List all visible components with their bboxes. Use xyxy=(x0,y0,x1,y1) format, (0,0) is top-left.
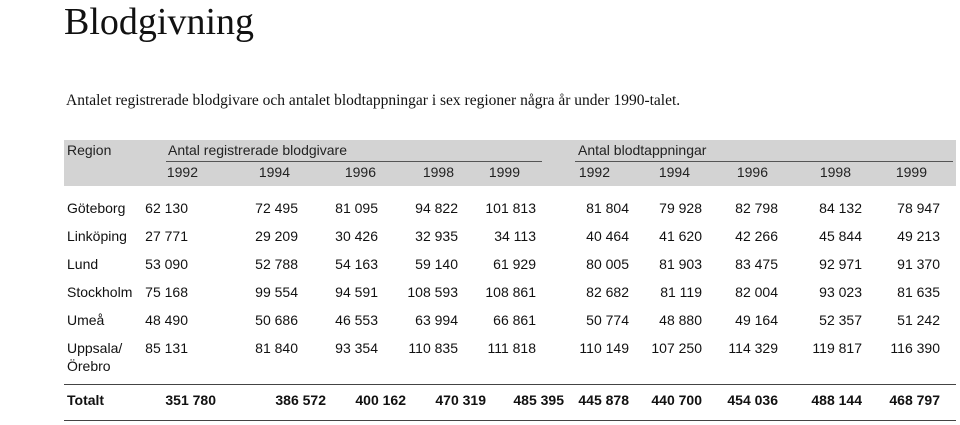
donor-cell: 108 861 xyxy=(485,284,536,300)
region-label-line2: Örebro xyxy=(67,358,111,374)
region-header: Region xyxy=(67,142,112,158)
tapping-cell: 82 798 xyxy=(735,200,778,216)
donor-cell: 32 935 xyxy=(415,228,458,244)
donor-cell: 93 354 xyxy=(335,340,378,356)
region-label: Uppsala/ xyxy=(67,340,123,356)
tapping-cell: 107 250 xyxy=(651,340,702,356)
donor-cell: 50 686 xyxy=(255,312,298,328)
donor-cell: 111 818 xyxy=(487,340,536,356)
total-donor-cell: 470 319 xyxy=(435,392,486,408)
total-donor-cell: 386 572 xyxy=(275,392,326,408)
tappings-group-header: Antal blodtappningar xyxy=(578,142,707,158)
tapping-cell: 119 817 xyxy=(812,340,862,356)
donor-cell: 48 490 xyxy=(145,312,188,328)
total-donor-cell: 400 162 xyxy=(355,392,406,408)
year-header-tappings: 1994 xyxy=(658,164,690,180)
donor-cell: 46 553 xyxy=(335,312,378,328)
donor-cell: 30 426 xyxy=(335,228,378,244)
donor-cell: 34 113 xyxy=(494,228,536,244)
donor-cell: 52 788 xyxy=(255,256,298,272)
tappings-group-rule xyxy=(575,161,953,162)
total-tapping-cell: 445 878 xyxy=(578,392,629,408)
year-header-donors: 1996 xyxy=(344,164,376,180)
donors-group-rule xyxy=(166,161,542,162)
total-bottom-rule xyxy=(64,420,956,421)
donor-cell: 29 209 xyxy=(255,228,298,244)
donor-cell: 85 131 xyxy=(145,340,188,356)
tapping-cell: 81 903 xyxy=(659,256,702,272)
donor-cell: 94 822 xyxy=(415,200,458,216)
region-label: Linköping xyxy=(67,228,127,244)
donor-cell: 59 140 xyxy=(415,256,458,272)
tapping-cell: 45 844 xyxy=(819,228,862,244)
tapping-cell: 82 004 xyxy=(735,284,778,300)
tapping-cell: 52 357 xyxy=(819,312,862,328)
total-tapping-cell: 488 144 xyxy=(811,392,862,408)
donor-cell: 63 994 xyxy=(415,312,458,328)
tapping-cell: 83 475 xyxy=(735,256,778,272)
total-top-rule xyxy=(64,384,956,385)
tapping-cell: 51 242 xyxy=(897,312,940,328)
tapping-cell: 84 132 xyxy=(819,200,862,216)
donor-cell: 62 130 xyxy=(145,200,188,216)
donor-cell: 72 495 xyxy=(255,200,298,216)
region-label: Umeå xyxy=(67,312,105,328)
tapping-cell: 93 023 xyxy=(819,284,862,300)
donor-cell: 54 163 xyxy=(335,256,378,272)
donor-cell: 75 168 xyxy=(145,284,188,300)
tapping-cell: 110 149 xyxy=(579,340,629,356)
donor-cell: 61 929 xyxy=(493,256,536,272)
total-donor-cell: 485 395 xyxy=(513,392,564,408)
donor-cell: 110 835 xyxy=(408,340,458,356)
donor-cell: 27 771 xyxy=(145,228,188,244)
tapping-cell: 49 213 xyxy=(897,228,940,244)
year-header-tappings: 1999 xyxy=(895,164,927,180)
donors-group-header: Antal registrerade blodgivare xyxy=(168,142,347,158)
tapping-cell: 114 329 xyxy=(728,340,778,356)
donor-cell: 81 840 xyxy=(255,340,298,356)
tapping-cell: 91 370 xyxy=(897,256,940,272)
tapping-cell: 42 266 xyxy=(735,228,778,244)
year-header-tappings: 1992 xyxy=(578,164,610,180)
tapping-cell: 40 464 xyxy=(586,228,629,244)
total-label: Totalt xyxy=(67,392,105,408)
total-donor-cell: 351 780 xyxy=(165,392,216,408)
tapping-cell: 81 804 xyxy=(586,200,629,216)
tapping-cell: 79 928 xyxy=(659,200,702,216)
tapping-cell: 92 971 xyxy=(819,256,862,272)
total-tapping-cell: 468 797 xyxy=(889,392,940,408)
region-label: Stockholm xyxy=(67,284,133,300)
tapping-cell: 78 947 xyxy=(897,200,940,216)
year-header-tappings: 1996 xyxy=(736,164,768,180)
region-label: Göteborg xyxy=(67,200,126,216)
total-tapping-cell: 454 036 xyxy=(727,392,778,408)
year-header-donors: 1999 xyxy=(488,164,520,180)
donor-cell: 66 861 xyxy=(493,312,536,328)
page-title: Blodgivning xyxy=(64,1,255,43)
tapping-cell: 48 880 xyxy=(659,312,702,328)
page-number xyxy=(0,345,1,373)
donor-cell: 108 593 xyxy=(407,284,458,300)
total-tapping-cell: 440 700 xyxy=(651,392,702,408)
tapping-cell: 50 774 xyxy=(586,312,629,328)
donor-cell: 53 090 xyxy=(145,256,188,272)
tapping-cell: 49 164 xyxy=(735,312,778,328)
donor-cell: 94 591 xyxy=(335,284,378,300)
tapping-cell: 41 620 xyxy=(659,228,702,244)
year-header-donors: 1998 xyxy=(422,164,454,180)
year-header-tappings: 1998 xyxy=(819,164,851,180)
table-caption: Antalet registrerade blodgivare och antalet blodtappningar i sex regioner några år under 1990-talet. xyxy=(66,92,681,109)
tapping-cell: 82 682 xyxy=(586,284,629,300)
tapping-cell: 81 635 xyxy=(897,284,940,300)
tapping-cell: 116 390 xyxy=(890,340,940,356)
region-label: Lund xyxy=(67,256,99,272)
year-header-donors: 1994 xyxy=(258,164,290,180)
tapping-cell: 80 005 xyxy=(586,256,629,272)
tapping-cell: 81 119 xyxy=(660,284,702,300)
donor-cell: 101 813 xyxy=(485,200,536,216)
year-header-donors: 1992 xyxy=(166,164,198,180)
donor-cell: 99 554 xyxy=(255,284,298,300)
donor-cell: 81 095 xyxy=(335,200,378,216)
